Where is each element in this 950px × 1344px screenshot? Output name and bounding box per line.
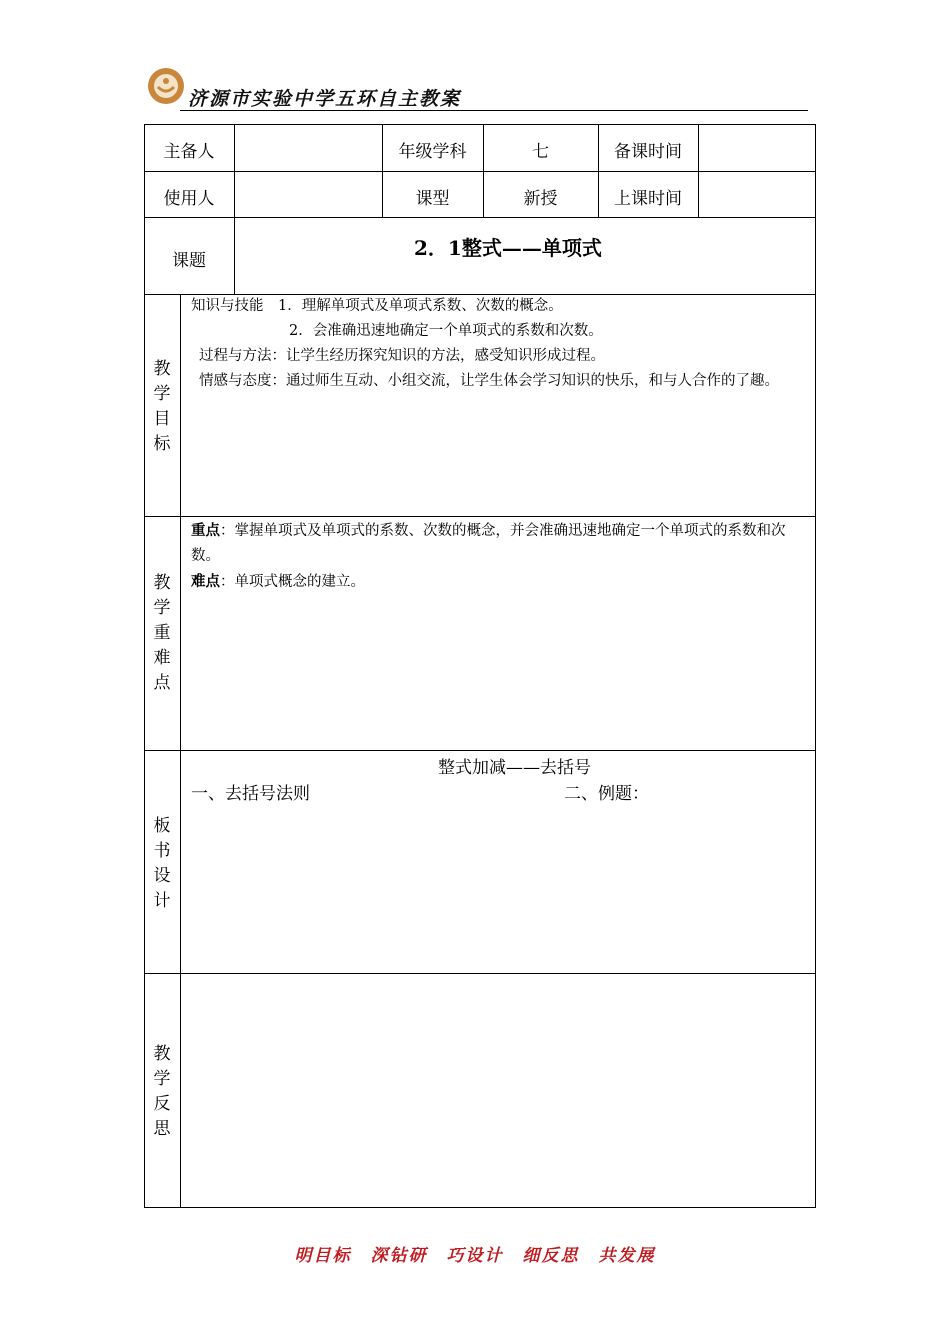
grade-subject-value: 七 [532,142,549,162]
focus-label: 重点 [191,522,220,539]
preparer-label: 主备人 [163,142,215,162]
objective-line: 知识与技能 1．理解单项式及单项式系数、次数的概念。 [191,298,563,314]
topic-label: 课题 [172,251,206,271]
board-left-heading: 一、去括号法则 [191,784,310,804]
difficulty-label: 难点 [191,573,220,590]
table-border-bottom [144,1207,816,1208]
objectives-label: 教 学 目 标 [153,359,171,454]
difficulty-paragraph [191,569,806,595]
row-divider [144,217,816,218]
school-title: 济源市实验中学五环自主教案 [188,88,462,110]
board-right-heading: 二、例题： [564,784,649,804]
board-design-label: 板 书 设 计 [153,816,171,911]
row-divider [144,750,816,751]
row-divider [144,516,816,517]
objectives-content [191,294,806,394]
footer-motto: 明目标 深钻研 巧设计 细反思 共发展 [294,1246,656,1266]
prep-time-label: 备课时间 [614,142,682,162]
topic-title: 2．1整式——单项式 [414,236,602,260]
focus-paragraph [191,518,806,569]
objective-line: 2．会准确迅速地确定一个单项式的系数和次数。 [289,323,603,339]
lesson-plan-table [144,124,816,1208]
class-time-label: 上课时间 [614,189,682,209]
page-header [140,66,810,116]
col-divider [234,217,235,294]
row-divider [144,171,816,172]
header-divider [180,110,808,111]
focus-text: ：掌握单项式及单项式的系数、次数的概念，并会准确迅速地确定一个单项式的系数和次数。 [191,523,786,564]
table-border-top [144,124,816,125]
lesson-type-value: 新授 [523,189,558,209]
user-label: 使用人 [163,189,215,209]
reflection-label: 教 学 反 思 [153,1044,171,1139]
grade-subject-label: 年级学科 [398,142,467,162]
col-divider [698,124,699,217]
difficulty-text: ：单项式概念的建立。 [220,574,365,590]
table-border-right [815,124,816,1208]
col-divider [234,124,235,217]
col-divider [180,294,181,1208]
school-logo-icon [146,66,186,106]
key-points-label: 教 学 重 难 点 [153,573,171,693]
row-divider [144,973,816,974]
lesson-type-label: 课型 [415,189,450,209]
objective-line: 过程与方法：让学生经历探究知识的方法，感受知识形成过程。 [199,348,605,364]
key-points-content [191,518,806,595]
board-title: 整式加减——去括号 [438,758,591,778]
objective-line: 情感与态度：通过师生互动、小组交流，让学生体会学习知识的快乐，和与人合作的了趣。 [199,373,779,389]
